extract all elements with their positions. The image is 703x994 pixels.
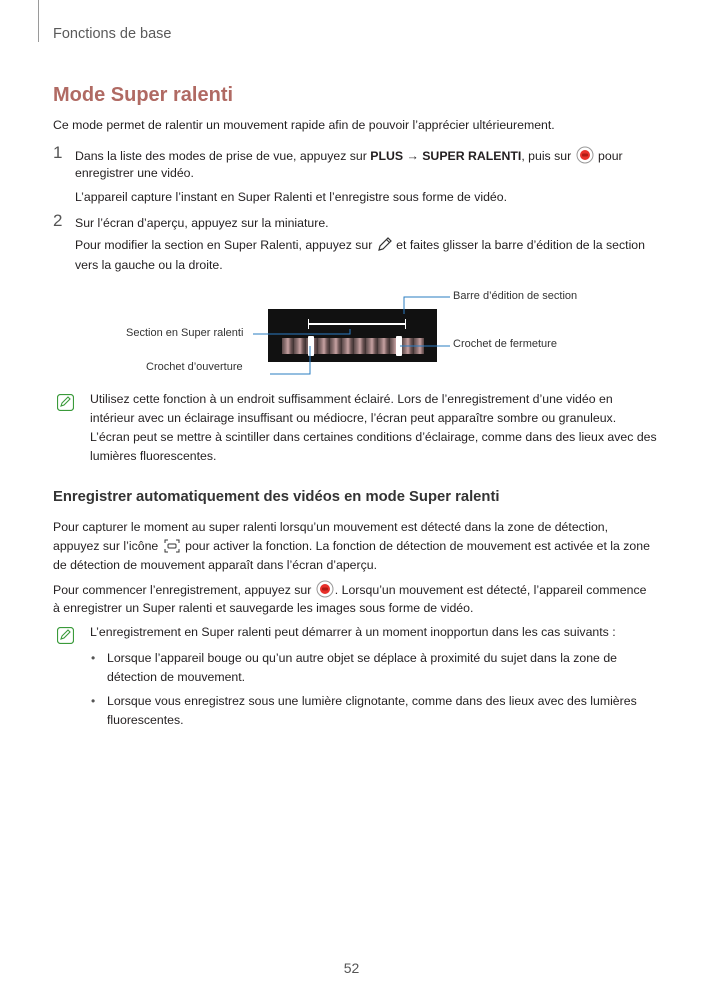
step-1-line-2: enregistrer une vidéo. [75, 166, 194, 180]
bullet-mark: • [91, 694, 96, 708]
section-edit-filmstrip [268, 309, 437, 362]
margin-rule [38, 0, 39, 42]
bar-left-tick [308, 319, 309, 329]
note-icon [57, 394, 74, 411]
note-2-bullet-1-line-2: détection de mouvement. [107, 670, 246, 684]
record-button-icon [575, 146, 595, 170]
bar-right-tick [405, 319, 406, 329]
note-1-line-4: lumières fluorescentes. [90, 449, 217, 463]
label-opening-bracket: Crochet d’ouverture [146, 361, 243, 373]
section-intro: Ce mode permet de ralentir un mouvement rapide afin de pouvoir l’apprécier ultérieurement. [53, 118, 555, 132]
note-2-bullet-1-line-1: Lorsque l’appareil bouge ou qu’un autre objet se déplace à proximité du sujet dans la zone de [107, 651, 617, 665]
chapter-header: Fonctions de base [53, 26, 172, 42]
section-edit-bar [308, 323, 406, 325]
text-run: , puis sur [521, 149, 575, 163]
subsection-p1-line-1: Pour capturer le moment au super ralenti lorsqu’un mouvement est détecté dans la zone de détection, [53, 520, 609, 534]
text-run: appuyez sur l’icône [53, 539, 162, 553]
subsection-p1-line-3: de détection de mouvement apparaît dans l’écran d’aperçu. [53, 558, 378, 572]
step-2-line-1: Sur l’écran d’aperçu, appuyez sur la miniature. [75, 216, 329, 230]
text-run: pour [594, 149, 623, 163]
text-run: Pour modifier la section en Super Ralenti, appuyez sur [75, 238, 376, 252]
label-slow-motion-section: Section en Super ralenti [126, 327, 244, 339]
note-2-intro: L’enregistrement en Super ralenti peut démarrer à un moment inopportun dans les cas suivants : [90, 625, 616, 639]
text-run: pour activer la fonction. La fonction de détection de mouvement est activée et la zone [181, 539, 650, 553]
label-closing-bracket: Crochet de fermeture [453, 338, 557, 350]
subsection-p2-line-2: à enregistrer un Super ralenti et sauvegarde les images sous forme de vidéo. [53, 601, 474, 615]
note-1-line-2: intérieur avec un éclairage insuffisant ou médiocre, l’écran peut apparaître sombre ou granuleux. [90, 411, 617, 425]
subsection-title: Enregistrer automatiquement des vidéos en mode Super ralenti [53, 489, 500, 505]
section-title: Mode Super ralenti [53, 84, 234, 106]
plus-label: PLUS [370, 149, 404, 163]
step-number: 2 [53, 211, 63, 230]
step-number: 1 [53, 143, 63, 162]
text-run: Pour commencer l’enregistrement, appuyez sur [53, 583, 315, 597]
note-1-line-1: Utilisez cette fonction à un endroit suffisamment éclairé. Lors de l’enregistrement d’une vidéo en [90, 392, 613, 406]
text-run: . Lorsqu’un mouvement est détecté, l’appareil commence [334, 583, 647, 597]
super-ralenti-label: SUPER RALENTI [422, 149, 522, 163]
note-1-line-3: L’écran peut se mettre à scintiller dans certaines conditions d’éclairage, comme dans des lieux avec des [90, 430, 657, 444]
arrow-text: → [403, 149, 423, 163]
page-number: 52 [343, 960, 360, 976]
step-1-detail: L’appareil capture l’instant en Super Ralenti et l’enregistre sous forme de vidéo. [75, 190, 508, 204]
step-2-detail-2: vers la gauche ou la droite. [75, 258, 223, 272]
edit-pencil-icon [376, 236, 393, 259]
bullet-mark: • [91, 651, 96, 665]
note-2-bullet-2-line-1: Lorsque vous enregistrez sous une lumière clignotante, comme dans des lieux avec des lumières [107, 694, 637, 708]
video-frames [282, 338, 424, 354]
opening-bracket-handle [308, 336, 314, 356]
text-run: Dans la liste des modes de prise de vue, appuyez sur [75, 149, 371, 163]
note-2-bullet-2-line-2: fluorescentes. [107, 713, 184, 727]
note-icon [57, 627, 74, 644]
text-run: et faites glisser la barre d’édition de la section [392, 238, 645, 252]
label-section-edit-bar: Barre d’édition de section [453, 290, 578, 302]
closing-bracket-handle [396, 336, 402, 356]
